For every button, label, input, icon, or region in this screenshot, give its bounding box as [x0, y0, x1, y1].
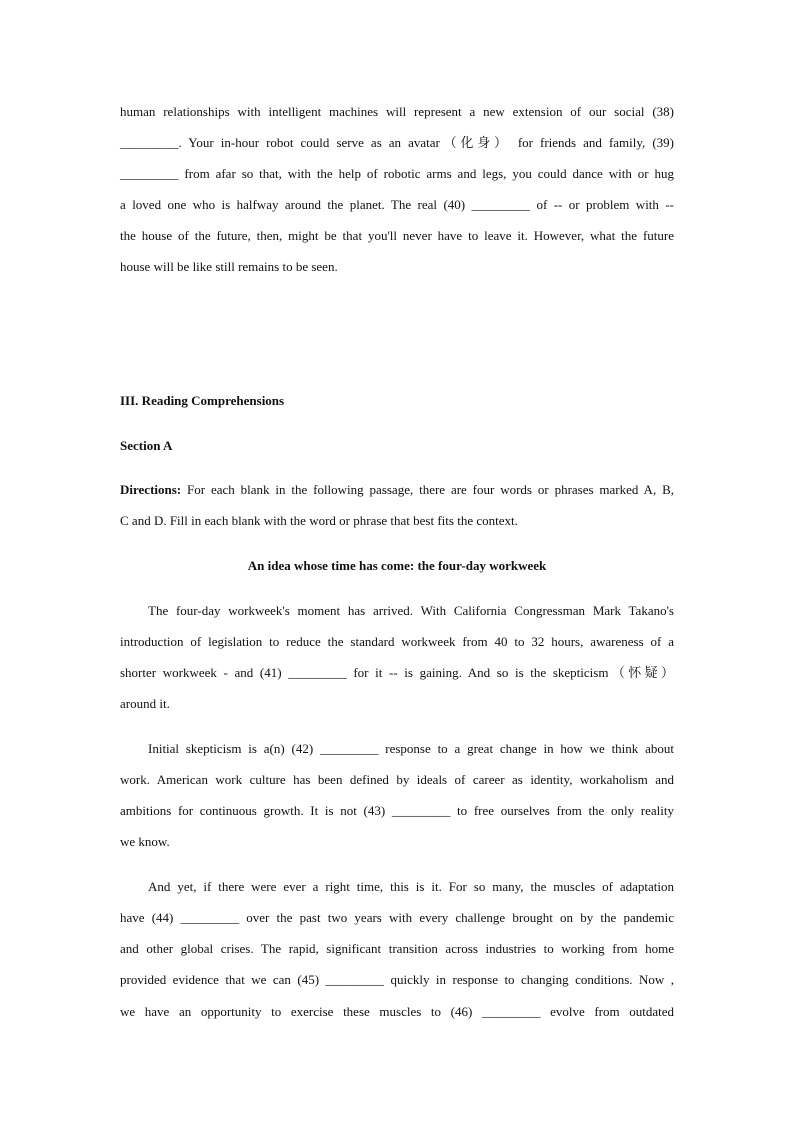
passage-line: a loved one who is halfway around the planet. The real (40) _________ of -- or problem with -- [120, 197, 674, 212]
passage-line: _________ from afar so that, with the help of robotic arms and legs, you could dance with or hug [120, 166, 674, 181]
paragraph-line: shorter workweek - and (41) _________ for it -- is gaining. And so is the skepticism（怀疑） [120, 665, 674, 680]
section-heading: III. Reading Comprehensions [120, 393, 285, 408]
paragraph-line: ambitions for continuous growth. It is not (43) _________ to free ourselves from the only reality [120, 803, 674, 818]
directions-line [120, 481, 674, 499]
paragraph-line: introduction of legislation to reduce the standard workweek from 40 to 32 hours, awareness of a [120, 634, 674, 649]
passage-line: _________. Your in-hour robot could serve as an avatar（化身） for friends and family, (39) [120, 135, 674, 150]
passage-line: the house of the future, then, might be that you'll never have to leave it. However, what the future [120, 228, 674, 243]
paragraph-line: have (44) _________ over the past two years with every challenge brought on by the pandemic [120, 910, 674, 925]
section-a-heading: Section A [120, 438, 173, 453]
paragraph-line: around it. [120, 696, 170, 711]
paragraph-line: and other global crises. The rapid, significant transition across industries to working from home [120, 941, 674, 956]
passage-line: house will be like still remains to be seen. [120, 259, 338, 274]
paragraph-line: work. American work culture has been defined by ideals of career as identity, workaholism and [120, 772, 674, 787]
passage-line: human relationships with intelligent machines will represent a new extension of our social (38) [120, 104, 674, 119]
paragraph-line: Initial skepticism is a(n) (42) _________ response to a great change in how we think about [148, 741, 674, 756]
paragraph-line: The four-day workweek's moment has arrived. With California Congressman Mark Takano's [148, 603, 674, 618]
directions-label: Directions: [120, 482, 182, 497]
directions-text: For each blank in the following passage, there are four words or phrases marked A, B, [181, 482, 674, 497]
article-title: An idea whose time has come: the four-day workweek [247, 558, 547, 573]
paragraph-line: we know. [120, 834, 170, 849]
paragraph-line: And yet, if there were ever a right time, this is it. For so many, the muscles of adaptation [148, 879, 674, 894]
paragraph-line: provided evidence that we can (45) _________ quickly in response to changing conditions. Now , [120, 972, 674, 987]
directions-line: C and D. Fill in each blank with the word or phrase that best fits the context. [120, 513, 518, 528]
paragraph-line: we have an opportunity to exercise these muscles to (46) _________ evolve from outdated [120, 1004, 674, 1019]
